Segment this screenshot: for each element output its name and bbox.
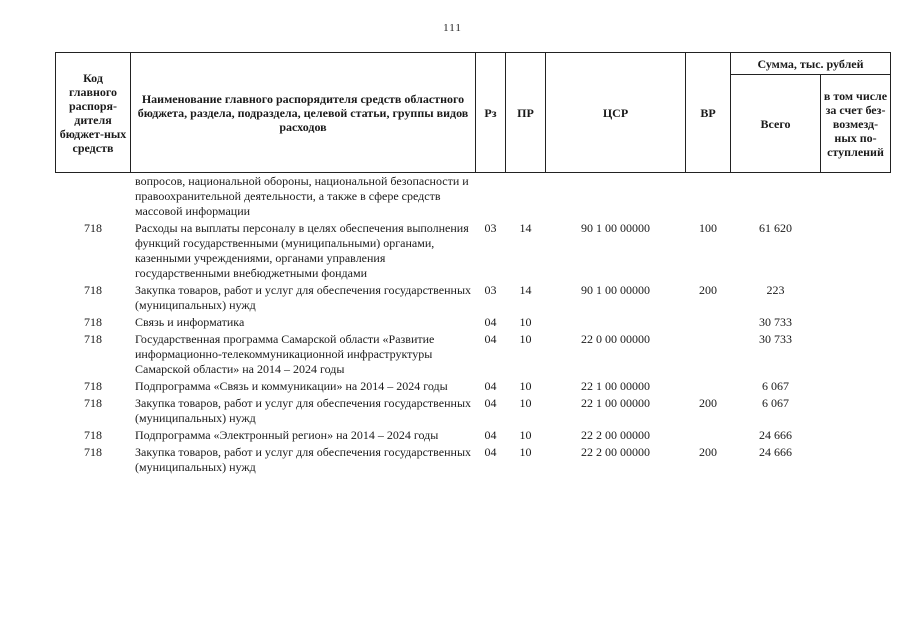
cell-total: 30 733 bbox=[759, 315, 792, 329]
cell-csr: 22 2 00 00000 bbox=[581, 428, 650, 442]
cell-vr bbox=[686, 331, 731, 378]
header-csr: ЦСР bbox=[546, 53, 686, 173]
cell-vr: 200 bbox=[699, 283, 717, 297]
cell-name: Подпрограмма «Связь и коммуникации» на 2014 – 2024 годы bbox=[135, 379, 448, 393]
page-number: 111 bbox=[443, 22, 462, 34]
header-vr: ВР bbox=[686, 53, 731, 173]
table-row bbox=[56, 427, 891, 444]
cell-total bbox=[731, 173, 821, 221]
cell-free bbox=[821, 331, 891, 378]
cell-free bbox=[821, 173, 891, 221]
cell-rz: 04 bbox=[484, 315, 497, 329]
cell-rz: 03 bbox=[484, 283, 497, 297]
header-name: Наименование главного распорядителя средств областного бюджета, раздела, подраздела, целевой статьи, группы видов расходов bbox=[131, 53, 476, 173]
cell-csr: 22 0 00 00000 bbox=[581, 332, 650, 346]
cell-csr: 90 1 00 00000 bbox=[581, 221, 650, 235]
cell-pr: 10 bbox=[519, 379, 532, 393]
cell-total: 24 666 bbox=[759, 445, 792, 459]
cell-free bbox=[821, 220, 891, 282]
cell-name: Закупка товаров, работ и услуг для обеспечения государственных (муниципальных) нужд bbox=[135, 283, 472, 312]
cell-rz: 04 bbox=[484, 396, 497, 410]
cell-csr bbox=[546, 314, 686, 331]
cell-name: Закупка товаров, работ и услуг для обеспечения государственных (муниципальных) нужд bbox=[135, 396, 472, 425]
table-row bbox=[56, 395, 891, 427]
cell-pr bbox=[506, 173, 546, 221]
cell-csr: 90 1 00 00000 bbox=[581, 283, 650, 297]
cell-vr bbox=[686, 427, 731, 444]
cell-pr: 14 bbox=[519, 283, 532, 297]
cell-pr: 10 bbox=[519, 332, 532, 346]
cell-code: 718 bbox=[84, 221, 102, 235]
table-row bbox=[56, 331, 891, 378]
table-row bbox=[56, 173, 891, 221]
table-body bbox=[56, 173, 891, 477]
cell-total: 24 666 bbox=[759, 428, 792, 442]
cell-vr bbox=[686, 378, 731, 395]
cell-vr: 200 bbox=[699, 396, 717, 410]
header-code: Код главного распоря-дителя бюджет-ных средств bbox=[56, 53, 131, 173]
cell-code: 718 bbox=[84, 396, 102, 410]
cell-free bbox=[821, 378, 891, 395]
cell-pr: 10 bbox=[519, 396, 532, 410]
cell-rz bbox=[476, 173, 506, 221]
cell-code: 718 bbox=[84, 283, 102, 297]
cell-code: 718 bbox=[84, 428, 102, 442]
cell-vr: 200 bbox=[699, 445, 717, 459]
cell-total: 61 620 bbox=[759, 221, 792, 235]
cell-free bbox=[821, 444, 891, 476]
header-rz: Рз bbox=[476, 53, 506, 173]
cell-rz: 04 bbox=[484, 379, 497, 393]
cell-total: 30 733 bbox=[759, 332, 792, 346]
table-row bbox=[56, 314, 891, 331]
cell-pr: 10 bbox=[519, 445, 532, 459]
cell-csr bbox=[546, 173, 686, 221]
cell-rz: 04 bbox=[484, 332, 497, 346]
cell-name: вопросов, национальной обороны, национальной безопасности и правоохранительной деятельности, а также в сфере средств массовой информации bbox=[135, 174, 469, 218]
cell-code bbox=[56, 173, 131, 221]
cell-rz: 04 bbox=[484, 428, 497, 442]
header-free: в том числе за счет без-возмезд-ных по-ступлений bbox=[821, 75, 891, 173]
cell-name: Государственная программа Самарской области «Развитие информационно-телекоммуникационной инфраструктуры Самарской области» на 2014 – 2024 годы bbox=[135, 332, 435, 376]
cell-name: Подпрограмма «Электронный регион» на 2014 – 2024 годы bbox=[135, 428, 439, 442]
cell-csr: 22 1 00 00000 bbox=[581, 379, 650, 393]
table-row bbox=[56, 444, 891, 476]
cell-pr: 14 bbox=[519, 221, 532, 235]
cell-code: 718 bbox=[84, 315, 102, 329]
cell-rz: 03 bbox=[484, 221, 497, 235]
table-row bbox=[56, 220, 891, 282]
cell-free bbox=[821, 314, 891, 331]
cell-vr: 100 bbox=[699, 221, 717, 235]
cell-name: Расходы на выплаты персоналу в целях обеспечения выполнения функций государственными (муниципальными) органами, казенными учреждениями, органами управления государственными внебюджетными фондами bbox=[135, 221, 469, 280]
cell-free bbox=[821, 427, 891, 444]
cell-code: 718 bbox=[84, 379, 102, 393]
cell-vr bbox=[686, 314, 731, 331]
budget-table bbox=[55, 52, 891, 476]
cell-free bbox=[821, 395, 891, 427]
cell-name: Связь и информатика bbox=[135, 315, 245, 329]
header-total: Всего bbox=[731, 75, 821, 173]
cell-code: 718 bbox=[84, 445, 102, 459]
cell-csr: 22 1 00 00000 bbox=[581, 396, 650, 410]
cell-vr bbox=[686, 173, 731, 221]
cell-rz: 04 bbox=[484, 445, 497, 459]
cell-pr: 10 bbox=[519, 428, 532, 442]
header-sum: Сумма, тыс. рублей bbox=[731, 53, 891, 75]
header-pr: ПР bbox=[506, 53, 546, 173]
cell-total: 223 bbox=[766, 283, 785, 297]
cell-total: 6 067 bbox=[762, 379, 789, 393]
cell-code: 718 bbox=[84, 332, 102, 346]
table-row bbox=[56, 282, 891, 314]
cell-pr: 10 bbox=[519, 315, 532, 329]
cell-name: Закупка товаров, работ и услуг для обеспечения государственных (муниципальных) нужд bbox=[135, 445, 472, 474]
cell-free bbox=[821, 282, 891, 314]
table-row bbox=[56, 378, 891, 395]
cell-total: 6 067 bbox=[762, 396, 789, 410]
cell-csr: 22 2 00 00000 bbox=[581, 445, 650, 459]
